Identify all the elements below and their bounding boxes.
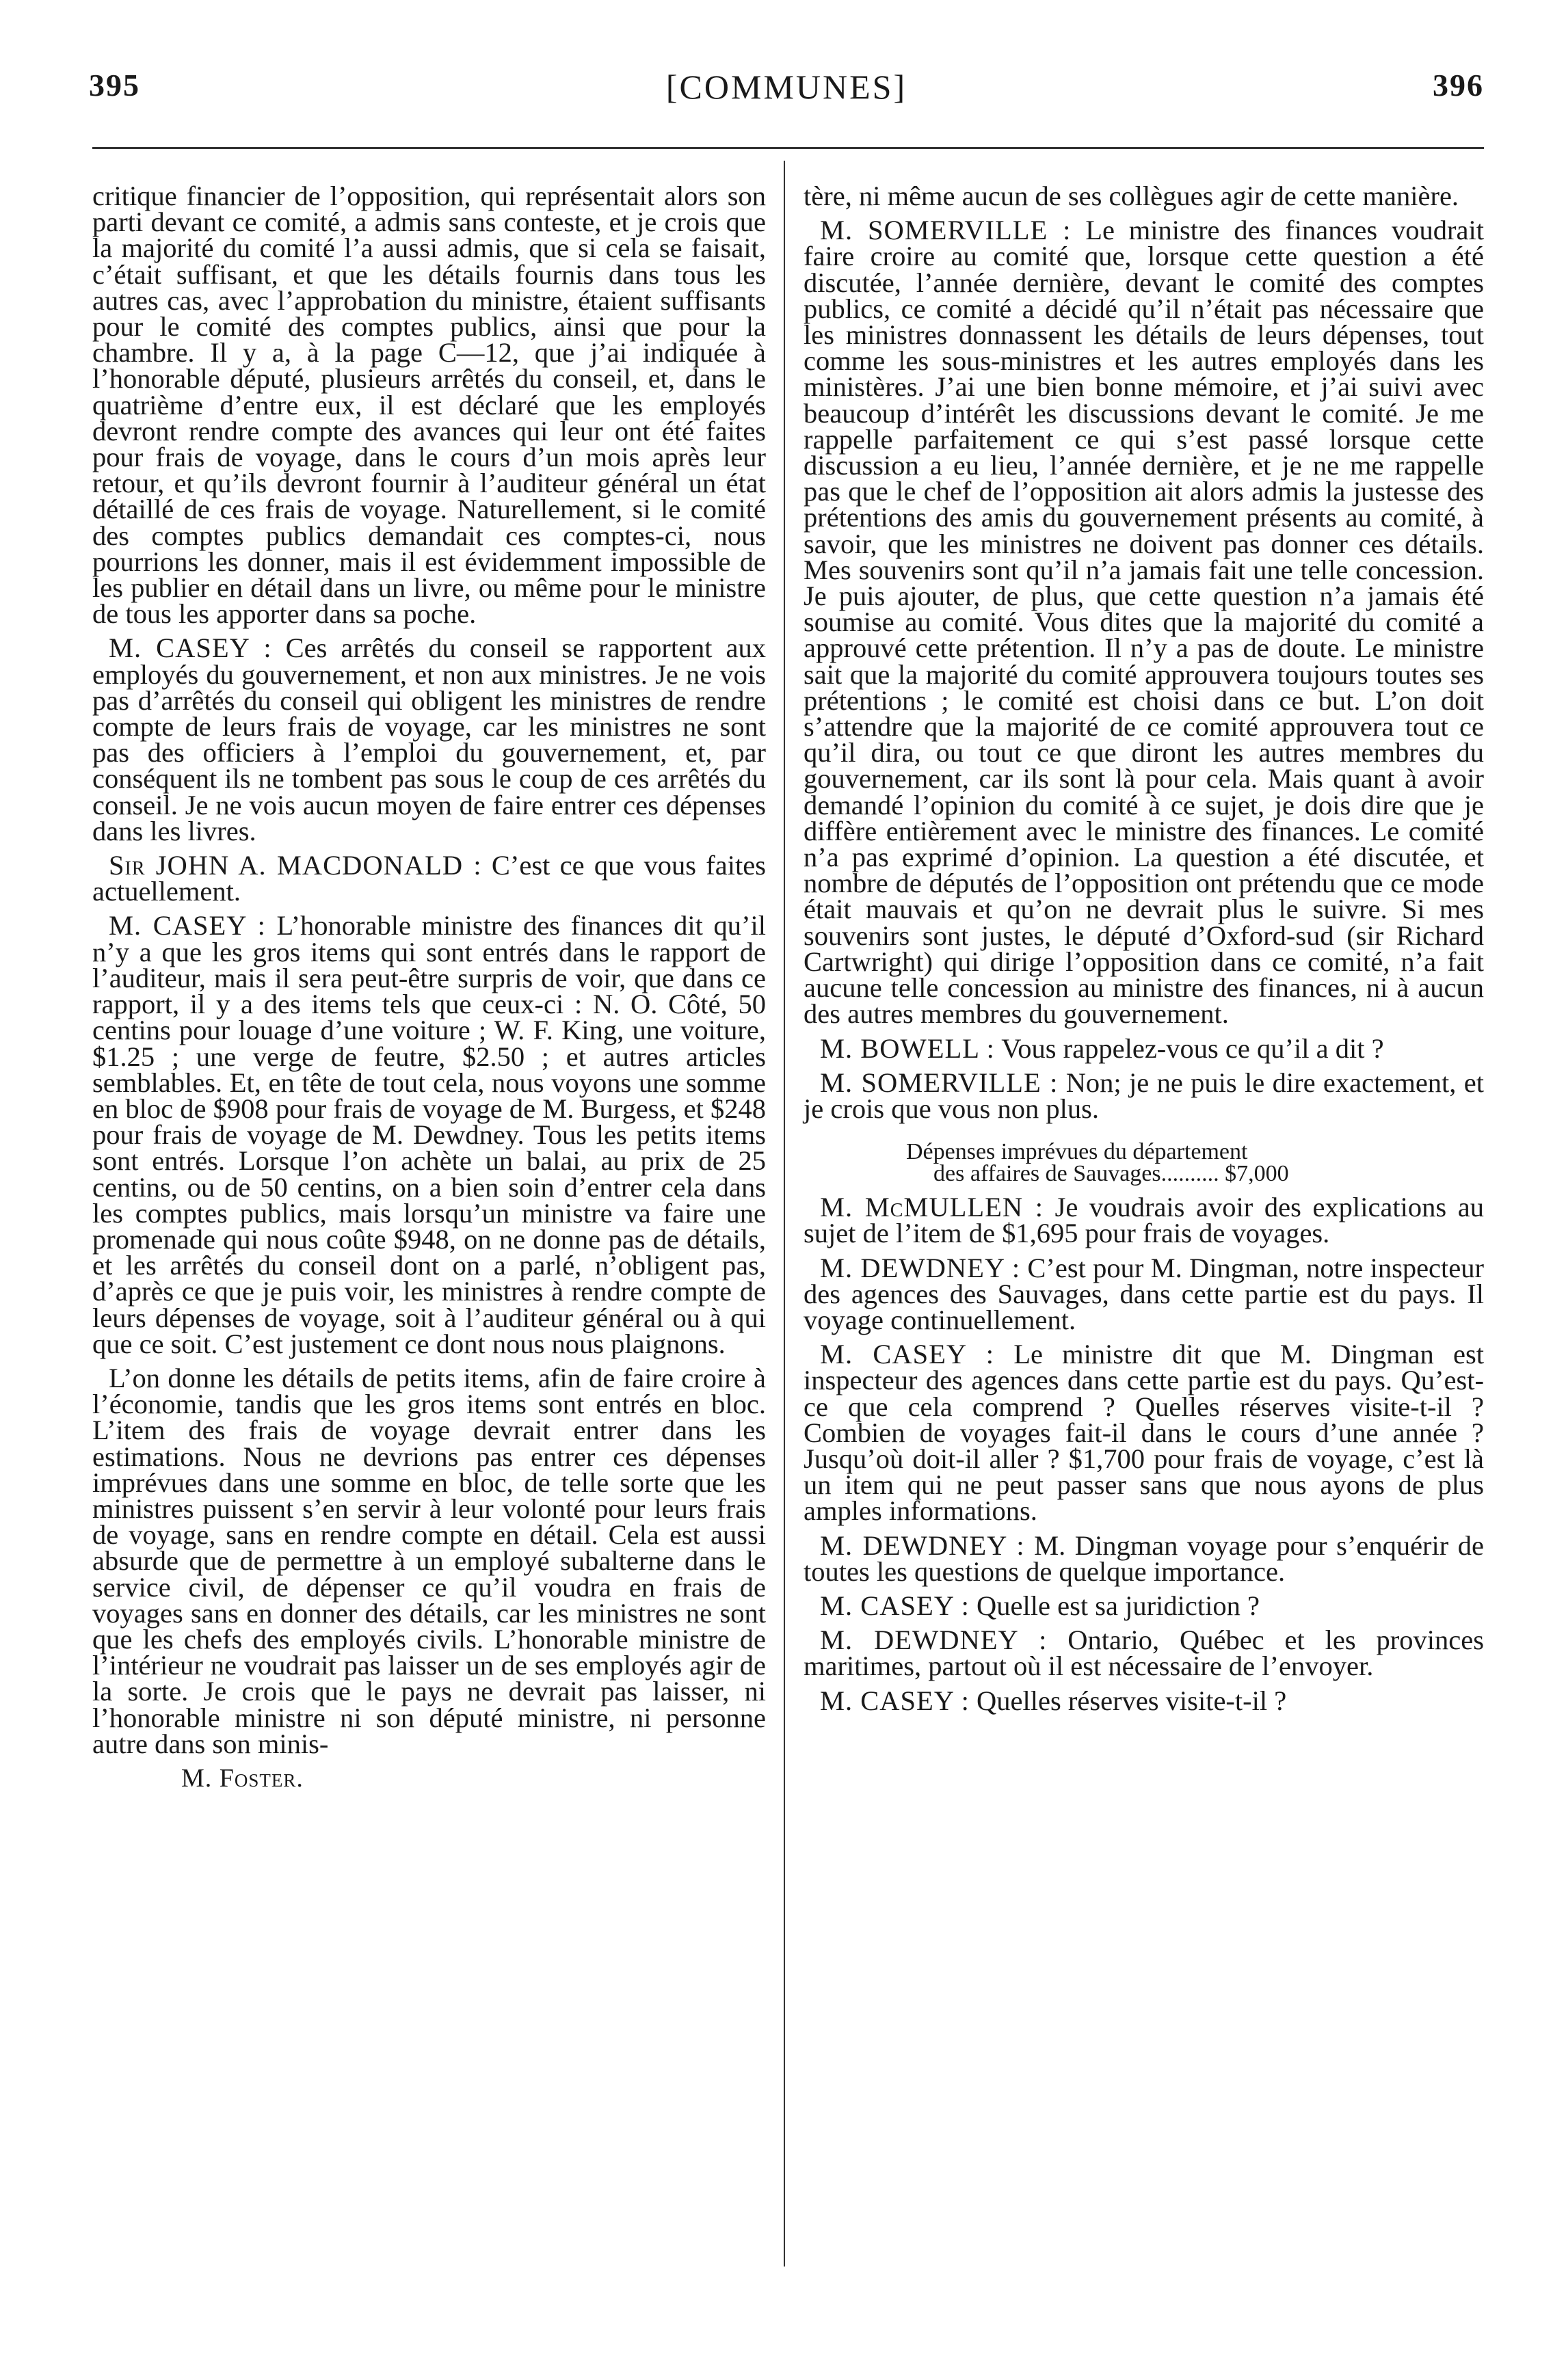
- speaker-name: Sir JOHN A. MACDONALD :: [109, 850, 482, 881]
- speaker-name: M. SOMERVILLE :: [820, 1067, 1059, 1098]
- speaker-name: M. CASEY :: [820, 1339, 995, 1370]
- speaker-name: M. DEWDNEY :: [820, 1252, 1021, 1283]
- header-rule: [92, 147, 1484, 149]
- speaker-name: M. SOMERVILLE :: [820, 215, 1072, 246]
- heading-line-1: Dépenses imprévues du département: [906, 1139, 1248, 1165]
- speech-paragraph: M. DEWDNEY : C’est pour M. Dingman, notre inspecteur des agences des Sauvages, dans cette partie est du pays. Il voyage continuellement.: [804, 1252, 1484, 1335]
- speech-paragraph: M. CASEY : Quelles réserves visite-t-il ?: [820, 1685, 1287, 1716]
- signature: M. Foster.: [181, 1763, 304, 1793]
- budget-item-heading: [804, 1141, 1484, 1185]
- column-divider: [784, 161, 785, 2267]
- speaker-name: M. CASEY :: [109, 910, 266, 941]
- speech-paragraph: M. SOMERVILLE : Le ministre des finances voudrait faire croire au comité que, lorsque cette question a été discutée, l’année dernière, devant le comité des comptes publics, ce comité a décidé qu’il n’était pas nécessaire que les ministres donnassent les détails de leurs dépenses, tout comme les sous-ministres et les autres employés dans les ministères. J’ai une bien bonne mémoire, et j’ai suivi avec beaucoup d’intérêt les discussions devant le comité. Je me rappelle parfaitement ce qui s’est passé lorsque cette discussion a eu lieu, l’année dernière, et je ne me rappelle pas que le chef de l’opposition ait alors admis la justesse des prétentions des amis du gouvernement présents au comité, à savoir, que les ministres ne doivent pas donner ces détails. Mes souvenirs sont qu’il n’a jamais fait une telle concession. Je puis ajouter, de plus, que cette question n’a jamais été soumise au comité. Vous dites que la majorité du comité a approuvé cette prétention. Il n’y a pas de doute. Le ministre sait que la majorité du comité approuvera toujours toutes ses prétentions ; le comité est choisi dans ce but. L’on doit s’attendre que la majorité de ce comité approuvera tout ce qu’il dira, ou tout ce que diront les autres membres du gouvernement, car ils sont là pour cela. Mais quant à avoir demandé l’opinion du comité à ce sujet, je dois dire que je diffère entièrement avec le ministre des finances. Le comité n’a pas exprimé d’opinion. La question a été discutée, et nombre de députés de l’opposition ont prétendu que ce mode était mauvais et qu’on ne devrait plus le suivre. Si mes souvenirs sont justes, le député d’Oxford-sud (sir Richard Cartwright) qui dirige l’opposition dans ce comité, n’a fait aucune telle concession au ministre des finances, ni à aucun des autres membres du gouvernement.: [804, 215, 1484, 1030]
- speech-paragraph: M. SOMERVILLE : Non; je ne puis le dire exactement, et je crois que vous non plus.: [804, 1067, 1485, 1124]
- paragraph: tère, ni même aucun de ses collègues agir de cette manière.: [804, 180, 1459, 211]
- paragraph: critique financier de l’opposition, qui représentait alors son parti devant ce comité, a admis sans conteste, et je crois que la majorité du comité l’a aussi admis, que si cela se faisait, c’était suffisant, et que les détails fournis dans tous les autres cas, avec l’approbation du ministre, étaient suffisants pour le comité des comptes publics, ainsi que pour la chambre. Il y a, à la page C—12, que j’ai indiquée à l’honorable député, plusieurs arrêtés du conseil, et, dans le quatrième d’entre eux, il est déclaré que les employés devront rendre compte des avances qui leur ont été faites pour frais de voyage, dans le cours d’un mois après leur retour, et qu’ils devront fournir à l’auditeur général un état détaillé de ces frais de voyage. Naturellement, si le comité des comptes publics demandait ces comptes-ci, nous pourrions les donner, mais il est évidemment impossible de les publier en détail dans un livre, ou même pour le ministre de tous les apporter dans sa poche.: [92, 180, 766, 630]
- speech-paragraph: M. McMULLEN : Je voudrais avoir des explications au sujet de l’item de $1,695 pour frais de voyages.: [804, 1192, 1484, 1249]
- heading-line-2: des affaires de Sauvages.......... $7,000: [933, 1161, 1289, 1187]
- speech-paragraph: M. CASEY : L’honorable ministre des finances dit qu’il n’y a que les gros items qui sont entrés dans le rapport de l’auditeur, mais il sera peut-être surpris de voir, que dans ce rapport, il y a des items tels que ceux-ci : N. O. Côté, 50 centins pour louage d’une voiture ; W. F. King, une voiture, $1.25 ; une verge de feutre, $2.50 ; et autres articles semblables. Et, en tête de tout cela, nous voyons une somme en bloc de $908 pour frais de voyage de M. Burgess, et $248 pour frais de voyage de M. Dewdney. Tous les petits items sont entrés. Lorsque l’on achète un balai, au prix de 25 centins, ou de 50 centins, on a bien soin d’entrer cela dans les comptes publics, mais lorsqu’un ministre va faire une promenade qui nous coûte $948, on ne donne pas de détails, et les arrêtés du conseil dont on a parlé, n’obligent pas, d’après ce que je puis voir, les ministres à rendre compte de leurs dépenses de voyage, soit à l’auditeur général ou à qui que ce soit. C’est justement ce dont nous nous plaignons.: [92, 910, 766, 1359]
- speaker-name: M. CASEY :: [820, 1685, 970, 1716]
- speech-paragraph: M. CASEY : Le ministre dit que M. Dingman est inspecteur des agences dans cette partie est du pays. Qu’est-ce que cela comprend ? Quelles réserves visite-t-il ? Combien de voyages fait-il dans le cours d’une année ? Jusqu’où doit-il aller ? $1,700 pour frais de voyage, c’est là un item qui ne peut passer sans que nous ayons de plus amples informations.: [804, 1339, 1484, 1527]
- speech-paragraph: M. CASEY : Quelle est sa juridiction ?: [820, 1590, 1260, 1621]
- page-number-left: 395: [89, 68, 140, 103]
- page-header: [89, 67, 1484, 115]
- speech-paragraph: M. CASEY : Ces arrêtés du conseil se rapportent aux employés du gouvernement, et non aux ministres. Je ne vois pas d’arrêtés du conseil qui obligent les ministres de rendre compte de leurs frais de voyage, car les ministres ne sont pas des officiers à l’emploi du gouvernement, et, par conséquent ils ne tombent pas sous le coup de ces arrêtés du conseil. Je ne vois aucun moyen de faire entrer ces dépenses dans les livres.: [92, 632, 766, 846]
- speaker-name: M. CASEY :: [820, 1590, 970, 1621]
- speech-paragraph: M. DEWDNEY : M. Dingman voyage pour s’enquérir de toutes les questions de quelque importance.: [804, 1529, 1484, 1587]
- speaker-name: M. BOWELL :: [820, 1032, 995, 1064]
- speaker-name: M. DEWDNEY :: [820, 1529, 1025, 1561]
- left-column: [92, 180, 767, 1793]
- speaker-name: M. DEWDNEY :: [820, 1624, 1048, 1656]
- speaker-name: M. McMULLEN :: [820, 1192, 1044, 1223]
- speech-paragraph: M. BOWELL : Vous rappelez-vous ce qu’il a dit ?: [820, 1032, 1384, 1064]
- page-number-right: 396: [1433, 68, 1484, 103]
- paragraph: L’on donne les détails de petits items, afin de faire croire à l’économie, tandis que les gros items sont entrés en bloc. L’item des frais de voyage devrait entrer dans les estimations. Nous ne devrions pas entrer ces dépenses imprévues dans une somme en bloc, de telle sorte que les ministres puissent s’en servir à leur volonté pour leurs frais de voyage, sans en rendre compte en détail. Cela est aussi absurde que de permettre à un employé subalterne dans le service civil, de dépenser ce qu’il voudra en frais de voyages sans en donner des détails, car les ministres ne sont que les chefs des employés civils. L’honorable ministre de l’intérieur ne voudrait pas laisser un de ses employés agir de la sorte. Je crois que le pays ne devrait pas laisser, ni l’honorable ministre ni son député ministre, ni personne autre dans son minis-: [92, 1362, 766, 1759]
- running-head: [COMMUNES]: [665, 68, 907, 106]
- speech-paragraph: Sir JOHN A. MACDONALD : C’est ce que vous faites actuellement.: [92, 850, 767, 907]
- speech-paragraph: M. DEWDNEY : Ontario, Québec et les provinces maritimes, partout où il est nécessaire de l’envoyer.: [804, 1624, 1484, 1682]
- heading-amount: $7,000: [1225, 1161, 1289, 1187]
- right-column: [804, 180, 1485, 1722]
- speaker-name: M. CASEY :: [109, 632, 272, 664]
